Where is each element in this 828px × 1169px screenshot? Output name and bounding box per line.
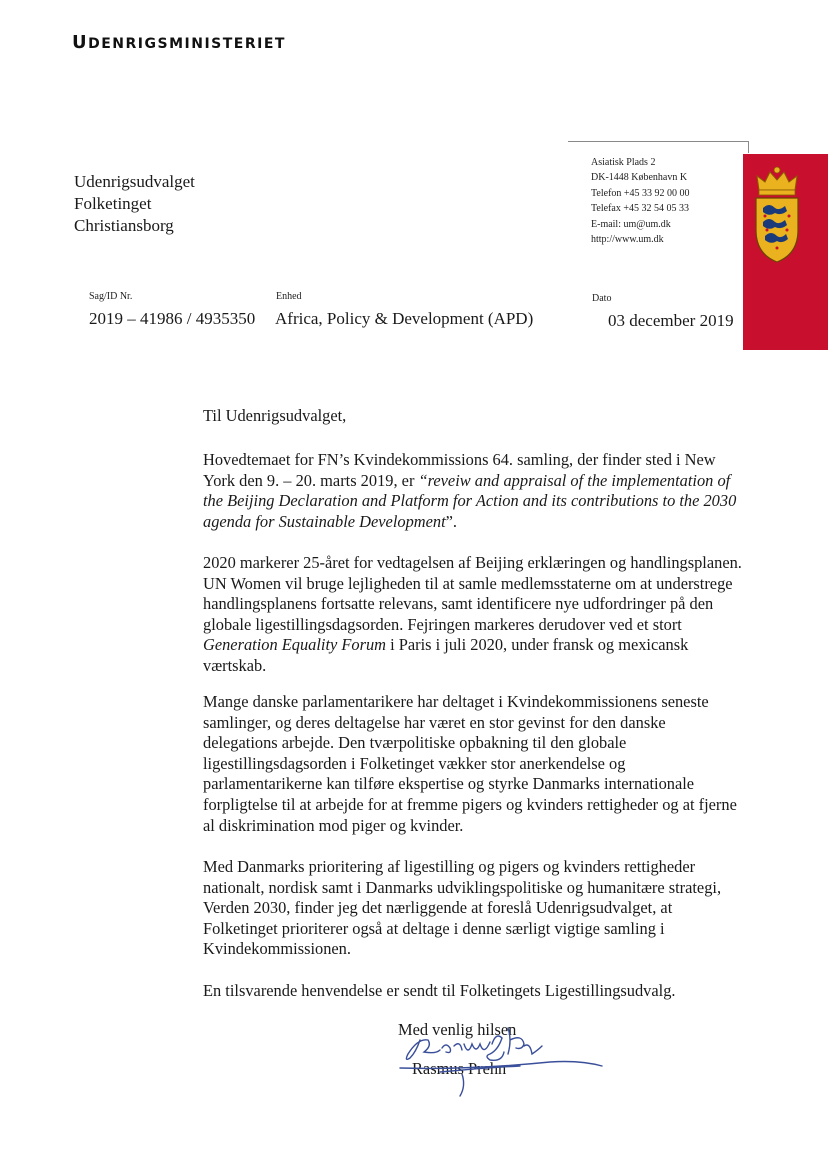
closing: Med venlig hilsen bbox=[398, 1020, 517, 1039]
contact-website: http://www.um.dk bbox=[591, 234, 664, 246]
contact-postal: DK-1448 København K bbox=[591, 172, 688, 184]
crest-bar bbox=[743, 154, 828, 350]
paragraph-3 bbox=[203, 692, 743, 836]
contact-street: Asiatisk Plads 2 bbox=[591, 157, 656, 168]
paragraph-2-text-b: i Paris i juli 2020, under fransk og mexicansk værtskab. bbox=[203, 635, 689, 675]
recipient-address bbox=[74, 171, 195, 237]
paragraph-1-quote: “reveiw and appraisal of the implementation of the Beijing Declaration and Platform for Action and its contributions to the 2030 agenda for Sustainable Development bbox=[203, 470, 737, 531]
contact-phone: Telefon +45 33 92 00 00 bbox=[591, 187, 690, 199]
paragraph-2-text-a: 2020 markerer 25-året for vedtagelsen af Beijing erklæringen og handlingsplanen. UN Women vil bruge lejligheden til at samle medlemsstaterne om at understrege handlingsplanens fortsatte relevans, samt identificere nye udfordringer på den globale ligestillingsdagsorden. Fejringen markeres derudover ved et stort bbox=[203, 553, 742, 634]
paragraph-1-end: ”. bbox=[445, 511, 458, 531]
paragraph-1 bbox=[203, 450, 743, 532]
sender-contact-block bbox=[591, 155, 690, 247]
paragraph-3-text: Mange danske parlamentarikere har deltaget i Kvindekommissionens seneste samlinger, og deres deltagelse har været en stor gevinst for den danske delegations arbejde. Den tværpolitiske opbakning til den globale ligestillingsdagsorden i Folketinget vækker stor anerkendelse og parlamentarikerne kan tilføre ekspertise og styrke Danmarks internationale forpligtelse til at arbejde for at fremme pigers og kvinders rettigheder og at fjerne al diskrimination mod piger og kvinder. bbox=[203, 692, 737, 835]
case-id-value: 2019 – 41986 / 4935350 bbox=[89, 309, 256, 328]
date-label: Dato bbox=[592, 293, 612, 304]
unit-value: Africa, Policy & Development (APD) bbox=[275, 309, 534, 328]
ministry-logotype: UDENRIGSMINISTERIET bbox=[72, 32, 286, 53]
paragraph-2-forum: Generation Equality Forum bbox=[203, 635, 387, 655]
paragraph-1-text: Hovedtemaet for FN’s Kvindekommissions 64. samling, der finder sted i New York den 9. – 20. marts 2019, er bbox=[203, 450, 716, 490]
contact-email: E-mail: um@um.dk bbox=[591, 218, 671, 230]
signature-block bbox=[380, 1010, 620, 1100]
recipient-line-1: Udenrigsudvalget bbox=[74, 172, 195, 191]
paragraph-2 bbox=[203, 553, 743, 677]
paragraph-4-text: Med Danmarks prioritering af ligestilling og pigers og kvinders rettigheder nationalt, nordisk samt i Danmarks udviklingspolitiske og humanitære strategi, Verden 2030, finder jeg det nærliggende at foreslå Udenrigsudvalget, at Folketinget prioriterer også at deltage i denne særligt vigtige samling i Kvindekommissionen. bbox=[203, 857, 722, 959]
letterhead-rule bbox=[568, 141, 748, 142]
signer-name: Rasmus Prehn bbox=[412, 1059, 507, 1078]
handwritten-signature bbox=[380, 1010, 620, 1100]
paragraph-5-text: En tilsvarende henvendelse er sendt til Folketingets Ligestillingsudvalg. bbox=[203, 981, 676, 1000]
date-value: 03 december 2019 bbox=[608, 311, 734, 330]
case-id-label: Sag/ID Nr. bbox=[89, 291, 133, 302]
unit-label: Enhed bbox=[276, 291, 302, 302]
letterhead-rule-corner bbox=[748, 141, 749, 153]
coat-of-arms-icon bbox=[751, 164, 803, 266]
recipient-line-2: Folketinget bbox=[74, 194, 152, 213]
salutation: Til Udenrigsudvalget, bbox=[203, 406, 347, 425]
paragraph-4 bbox=[203, 857, 743, 960]
paragraph-5 bbox=[203, 981, 743, 1002]
contact-fax: Telefax +45 32 54 05 33 bbox=[591, 203, 689, 215]
recipient-line-3: Christiansborg bbox=[74, 216, 174, 235]
